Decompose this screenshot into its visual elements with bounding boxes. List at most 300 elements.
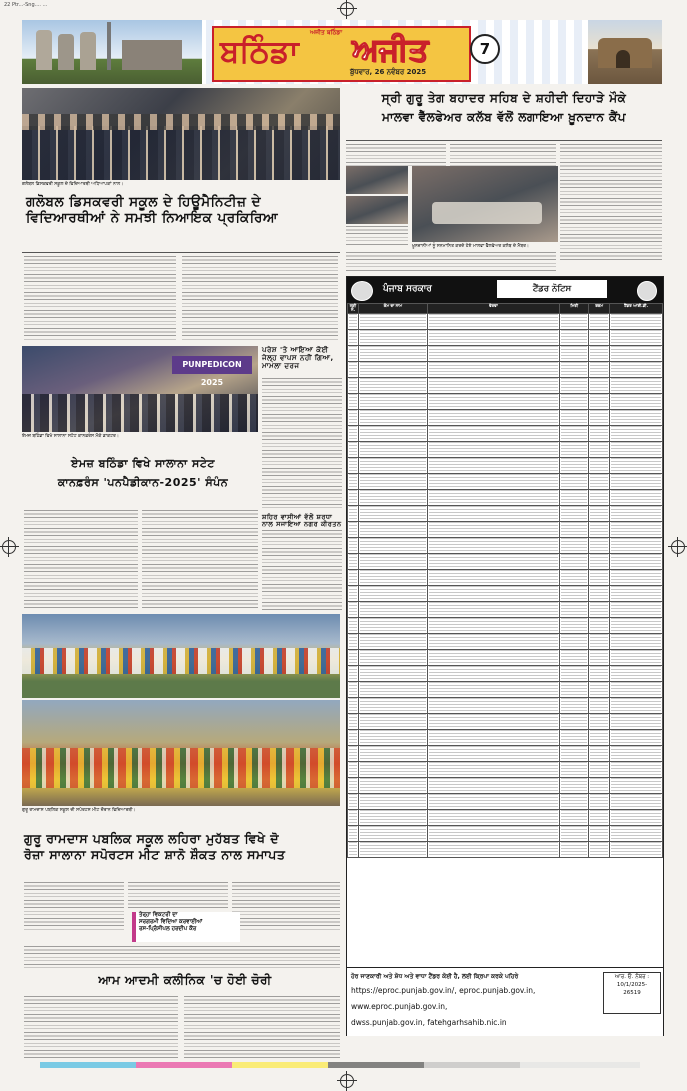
sports-meet-headline-line1: ਗੁਰੂ ਰਾਮਦਾਸ ਪਬਲਿਕ ਸਕੂਲ ਲਹਿਰਾ ਮੁਹੱਬਤ ਵਿਖੇ ਦੋ [24, 831, 280, 846]
tender-row [348, 569, 663, 585]
tender-row [348, 457, 663, 473]
tender-cell [348, 457, 359, 473]
tender-row [348, 617, 663, 633]
tender-cell [610, 825, 663, 841]
tender-col-header: ਟੈਂਡਰ ਆਈ.ਡੀ. [610, 304, 663, 314]
tender-cell [348, 377, 359, 393]
tender-cell [358, 409, 427, 425]
blood-camp-body-bottom [346, 252, 556, 272]
tender-cell [589, 409, 610, 425]
tender-cell [610, 585, 663, 601]
tender-cell [358, 457, 427, 473]
tender-cell [560, 713, 589, 729]
tender-cell [610, 361, 663, 377]
tender-row [348, 697, 663, 713]
tender-cell [348, 441, 359, 457]
thermal-plant-illustration [22, 20, 202, 84]
tender-cell [427, 793, 560, 809]
tender-cell [610, 537, 663, 553]
tender-row [348, 649, 663, 665]
tender-cell [427, 361, 560, 377]
registration-mark-bottom [340, 1074, 354, 1088]
tender-cell [589, 665, 610, 681]
tender-row [348, 313, 663, 329]
tender-header-left: ਪੰਜਾਬ ਸਰਕਾਰ [383, 284, 432, 294]
tender-cell [560, 777, 589, 793]
tender-cell [427, 441, 560, 457]
tender-cell [589, 553, 610, 569]
tender-cell [358, 569, 427, 585]
sports-meet-body-bottom [24, 946, 340, 968]
pedicon-body-col2 [142, 510, 258, 610]
tender-cell [358, 713, 427, 729]
sports-meet-body-col2 [128, 882, 228, 908]
tender-cell [427, 697, 560, 713]
tender-cell [589, 793, 610, 809]
tender-row [348, 425, 663, 441]
pedicon-headline-line1: ਏਮਜ਼ ਬਠਿੰਡਾ ਵਿਖੇ ਸਾਲਾਨਾ ਸਟੇਟ [71, 457, 215, 470]
side-story-2-body [262, 530, 342, 610]
pedicon-headline [28, 458, 258, 489]
clinic-body-col1 [24, 996, 178, 1058]
tender-cell [610, 329, 663, 345]
sports-meet-photo-students [22, 614, 340, 698]
tender-cell [348, 809, 359, 825]
tender-ro-value: 10/1/2025- [616, 982, 648, 988]
tender-row [348, 633, 663, 649]
tender-cell [348, 633, 359, 649]
tender-cell [348, 585, 359, 601]
tender-cell [589, 441, 610, 457]
global-school-headline [26, 195, 338, 226]
tender-cell [610, 841, 663, 857]
tender-row [348, 729, 663, 745]
tender-cell [358, 617, 427, 633]
tender-header [347, 277, 663, 303]
tender-cell [358, 809, 427, 825]
tender-cell [348, 329, 359, 345]
tender-cell [610, 569, 663, 585]
tender-cell [427, 681, 560, 697]
tender-cell [560, 473, 589, 489]
tender-cell [560, 409, 589, 425]
tender-cell [589, 393, 610, 409]
tender-cell [560, 633, 589, 649]
tender-row [348, 841, 663, 857]
tender-cell [560, 457, 589, 473]
tender-cell [348, 777, 359, 793]
tender-cell [610, 745, 663, 761]
tender-cell [589, 761, 610, 777]
tender-cell [610, 425, 663, 441]
blood-camp-photo-main [412, 166, 558, 242]
pedicon-photo [22, 346, 258, 432]
tender-cell [560, 841, 589, 857]
tender-cell [589, 809, 610, 825]
tender-cell [427, 777, 560, 793]
side-story-1-headline: ਪਰੇਸ਼ 'ਤੇ ਆਇਆ ਕੋਈ ਜੇਲ੍ਹ ਵਾਪਸ ਨਹੀਂ ਗਿਆ, ਮਾਮਲਾ ਦਰਜ [262, 346, 334, 371]
masthead-band [22, 20, 662, 84]
tender-cell [560, 601, 589, 617]
tender-cell [589, 361, 610, 377]
sports-meet-body-col3 [232, 882, 340, 930]
tender-cell [358, 841, 427, 857]
tender-cell [358, 345, 427, 361]
tender-cell [589, 697, 610, 713]
sports-meet-caption: ਗੁਰੂ ਰਾਮਦਾਸ ਪਬਲਿਕ ਸਕੂਲ ਦੀ ਸਪੋਰਟਸ ਮੀਟ ਦੌਰਾਨ ਵਿਦਿਆਰਥੀ। [22, 808, 136, 813]
tender-cell [348, 361, 359, 377]
tender-cell [358, 329, 427, 345]
tender-cell [610, 473, 663, 489]
tender-cell [560, 617, 589, 633]
dwss-emblem-icon [637, 281, 657, 301]
tender-cell [348, 745, 359, 761]
tender-row [348, 553, 663, 569]
tender-cell [610, 601, 663, 617]
tender-header-right: ਟੈਂਡਰ ਨੋਟਿਸ [497, 280, 607, 298]
tender-cell [348, 729, 359, 745]
tender-cell [610, 313, 663, 329]
tender-row [348, 713, 663, 729]
tender-cell [589, 473, 610, 489]
tender-table-body [348, 313, 663, 857]
tender-row [348, 489, 663, 505]
tender-cell [358, 745, 427, 761]
tender-cell [348, 713, 359, 729]
tender-row [348, 441, 663, 457]
tender-cell [358, 777, 427, 793]
tender-cell [358, 361, 427, 377]
tender-cell [348, 553, 359, 569]
sports-meet-headline-line2: ਰੋਜ਼ਾ ਸਾਲਾਨਾ ਸਪੋਰਟਸ ਮੀਟ ਸ਼ਾਨੋ ਸ਼ੌਕਤ ਨਾਲ ਸਮਾਪਤ [24, 847, 286, 863]
tender-cell [427, 489, 560, 505]
tender-col-header: ਕੰਮ ਦਾ ਨਾਮ [358, 304, 427, 314]
tender-row [348, 681, 663, 697]
tender-row [348, 665, 663, 681]
tender-cell [427, 633, 560, 649]
tender-cell [358, 553, 427, 569]
tender-row [348, 361, 663, 377]
tender-cell [427, 729, 560, 745]
tender-cell [358, 505, 427, 521]
registration-mark-top [340, 2, 354, 16]
tender-cell [589, 329, 610, 345]
tender-cell [610, 809, 663, 825]
tender-cell [560, 825, 589, 841]
tender-cell [560, 537, 589, 553]
tender-cell [348, 761, 359, 777]
tender-notice [346, 276, 664, 1036]
tender-cell [610, 777, 663, 793]
tender-cell [560, 761, 589, 777]
tender-cell [589, 841, 610, 857]
tender-cell [348, 393, 359, 409]
print-slug: 22 Ptr...-Sng.... ... [4, 2, 48, 8]
tender-cell [348, 313, 359, 329]
pedicon-body-col1 [24, 510, 138, 610]
blood-camp-body-top2 [450, 144, 556, 166]
tender-cell [427, 409, 560, 425]
tender-cell [589, 601, 610, 617]
tender-cell [358, 313, 427, 329]
tender-row [348, 777, 663, 793]
tender-cell [560, 553, 589, 569]
tender-row [348, 473, 663, 489]
tender-row [348, 329, 663, 345]
tender-cell [427, 345, 560, 361]
tender-cell [427, 809, 560, 825]
blood-camp-body-right [560, 144, 662, 262]
tender-cell [610, 553, 663, 569]
punjab-emblem-icon [351, 281, 373, 301]
tender-cell [427, 569, 560, 585]
tender-cell [348, 409, 359, 425]
global-school-body-col2 [182, 256, 338, 342]
tender-ro-label: ਆਰ. ਓ. ਨੰਬਰ : [614, 974, 650, 980]
tender-cell [427, 649, 560, 665]
tender-cell [427, 745, 560, 761]
sports-meet-pull-quote [132, 912, 240, 942]
tender-cell [589, 681, 610, 697]
tender-cell [348, 345, 359, 361]
tender-cell [589, 425, 610, 441]
tender-cell [358, 585, 427, 601]
tender-row [348, 761, 663, 777]
blood-camp-photo-small-2 [346, 196, 408, 224]
tender-cell [358, 681, 427, 697]
tender-cell [589, 729, 610, 745]
tender-cell [358, 377, 427, 393]
tender-cell [348, 617, 359, 633]
tender-cell [560, 697, 589, 713]
side-story-2-headline: ਸ਼ਹਿਰ ਵਾਸੀਆਂ ਵੱਲੋਂ ਸ਼ਰਧਾ ਨਾਲ ਸਜਾਇਆ ਨਗਰ ਕੀਰਤਨ [262, 513, 342, 529]
tender-cell [560, 425, 589, 441]
tender-ro-value2: 26519 [623, 990, 641, 996]
tender-cell [560, 793, 589, 809]
tender-cell [348, 505, 359, 521]
tender-cell [560, 489, 589, 505]
tender-cell [610, 457, 663, 473]
pull-quote-line1: ਤੇਰ੍ਹਾ ਵਿਕਟਰੀ ਦਾ [139, 912, 178, 918]
tender-cell [358, 665, 427, 681]
tender-cell [560, 441, 589, 457]
tender-cell [427, 585, 560, 601]
tender-cell [427, 457, 560, 473]
tender-cell [427, 553, 560, 569]
tender-row [348, 345, 663, 361]
tender-col-header: ਮਿਤੀ [560, 304, 589, 314]
tender-cell [427, 521, 560, 537]
pedicon-caption: ਏਮਜ਼ ਬਠਿੰਡਾ ਵਿਖੇ ਸਾਲਾਨਾ ਸਟੇਟ ਕਾਨਫ਼ਰੰਸ ਮੌਕੇ ਡਾਕਟਰ। [22, 434, 119, 439]
masthead-title-left: ਬਠਿੰਡਾ [220, 34, 299, 70]
tender-cell [348, 521, 359, 537]
fort-illustration [588, 20, 662, 84]
masthead-kicker: ਅਜੀਤ ਬਠਿੰਡਾ [310, 29, 343, 36]
tender-cell [358, 793, 427, 809]
masthead-title-right: ਅਜੀਤ [352, 32, 429, 68]
masthead-date: ਬੁੱਧਵਾਰ, 26 ਨਵੰਬਰ 2025 [350, 68, 427, 76]
tender-col-header: ਰਕਮ [589, 304, 610, 314]
blood-camp-headline-line2: ਮਾਲਵਾ ਵੈੱਲਫੇਅਰ ਕਲੱਬ ਵੱਲੋਂ ਲਗਾਇਆ ਖ਼ੂਨਦਾਨ ਕੈਂਪ [382, 109, 626, 124]
tender-cell [610, 713, 663, 729]
pedicon-headline-line2: ਕਾਨਫ਼ਰੰਸ 'ਪਨਪੈਡੀਕਾਨ-2025' ਸੰਪੰਨ [57, 475, 229, 489]
sports-meet-body-col1 [24, 882, 124, 930]
tender-cell [560, 361, 589, 377]
tender-cell [427, 825, 560, 841]
tender-row [348, 745, 663, 761]
tender-cell [348, 489, 359, 505]
tender-footer-line2: https://eproc.punjab.gov.in/, eproc.punjab.gov.in, [351, 986, 536, 995]
tender-row [348, 505, 663, 521]
tender-cell [610, 729, 663, 745]
side-story-1-body [262, 378, 342, 508]
tender-cell [348, 793, 359, 809]
tender-cell [427, 393, 560, 409]
tender-cell [610, 441, 663, 457]
tender-table-header [348, 304, 663, 314]
tender-cell [610, 393, 663, 409]
tender-cell [358, 825, 427, 841]
tender-cell [560, 345, 589, 361]
tender-cell [358, 441, 427, 457]
tender-cell [589, 457, 610, 473]
tender-col-header: ਵੇਰਵਾ [427, 304, 560, 314]
sports-meet-headline [24, 832, 340, 863]
tender-cell [560, 569, 589, 585]
tender-cell [560, 377, 589, 393]
global-school-headline-line2: ਵਿਦਿਆਰਥੀਆਂ ਨੇ ਸਮਝੀ ਨਿਆਇਕ ਪ੍ਰਕਿਰਿਆ [26, 209, 279, 226]
tender-cell [610, 505, 663, 521]
tender-cell [589, 345, 610, 361]
tender-cell [560, 729, 589, 745]
tender-cell [348, 681, 359, 697]
tender-cell [560, 393, 589, 409]
tender-row [348, 585, 663, 601]
tender-cell [589, 537, 610, 553]
tender-cell [358, 473, 427, 489]
tender-cell [560, 329, 589, 345]
tender-cell [358, 489, 427, 505]
tender-cell [610, 665, 663, 681]
tender-cell [589, 569, 610, 585]
tender-footer-line1: ਹੋਰ ਜਾਣਕਾਰੀ ਅਤੇ ਸ਼ੋਧ ਅਤੇ ਵਾਧਾ ਟੈਂਡਰ ਕੋਈ ਹੈ, ਲਈ ਕ੍ਰਿਪਾ ਕਰਕੇ ਪਹਿਰੇ [351, 973, 519, 980]
tender-cell [427, 665, 560, 681]
tender-cell [358, 393, 427, 409]
global-school-body-col1 [24, 256, 176, 342]
tender-row [348, 521, 663, 537]
tender-cell [358, 521, 427, 537]
tender-cell [348, 665, 359, 681]
pull-quote-line3: ਰਸ-ਪ੍ਰਿੰਸੀਪਲ ਹਰਦੀਪ ਕੌਰ [139, 926, 197, 932]
tender-row [348, 793, 663, 809]
pull-quote-line2: ਸਰਗਰਮੀ ਵਿਦਿਆ ਕਰਵਾਈਆਂ [139, 919, 203, 925]
tender-cell [560, 649, 589, 665]
tender-cell [358, 697, 427, 713]
tender-cell [589, 585, 610, 601]
tender-cell [348, 697, 359, 713]
tender-cell [589, 313, 610, 329]
tender-row [348, 601, 663, 617]
tender-cell [348, 825, 359, 841]
tender-cell [560, 809, 589, 825]
tender-cell [427, 505, 560, 521]
tender-cell [427, 425, 560, 441]
tender-cell [358, 761, 427, 777]
sports-meet-photo-dance [22, 700, 340, 806]
tender-cell [358, 425, 427, 441]
tender-ro-box [603, 972, 661, 1014]
tender-cell [589, 633, 610, 649]
tender-cell [427, 713, 560, 729]
blood-camp-headline-line1: ਸ੍ਰੀ ਗੁਰੂ ਤੇਗ ਬਹਾਦਰ ਸਹਿਬ ਦੇ ਸ਼ਹੀਦੀ ਦਿਹਾੜੇ ਮੌਕੇ [381, 91, 627, 105]
tender-cell [610, 345, 663, 361]
tender-cell [610, 697, 663, 713]
tender-row [348, 537, 663, 553]
tender-cell [560, 313, 589, 329]
blood-camp-caption: ਖ਼ੂਨਦਾਨੀਆਂ ਨੂੰ ਸਨਮਾਨਿਤ ਕਰਦੇ ਹੋਏ ਮਾਲਵਾ ਵੈੱਲਫੇਅਰ ਕਲੱਬ ਦੇ ਮੈਂਬਰ। [412, 244, 529, 249]
tender-cell [427, 841, 560, 857]
tender-cell [560, 505, 589, 521]
tender-cell [427, 601, 560, 617]
tender-cell [610, 681, 663, 697]
tender-footer [347, 967, 663, 1036]
tender-cell [427, 617, 560, 633]
tender-cell [560, 585, 589, 601]
pedicon-banner: PUNPEDICON 2025 [172, 356, 252, 374]
tender-row [348, 409, 663, 425]
tender-cell [348, 569, 359, 585]
tender-footer-line3: www.eproc.punjab.gov.in, [351, 1002, 448, 1011]
tender-cell [560, 665, 589, 681]
tender-cell [610, 761, 663, 777]
tender-cell [348, 537, 359, 553]
clinic-headline: ਆਮ ਆਦਮੀ ਕਲੀਨਿਕ 'ਚ ਹੋਈ ਚੋਰੀ [98, 973, 272, 987]
blood-camp-body-top1 [346, 144, 446, 166]
tender-cell [589, 377, 610, 393]
tender-cell [358, 537, 427, 553]
tender-col-header: ਲੜੀ ਨੰ. [348, 304, 359, 314]
tender-cell [589, 745, 610, 761]
tender-row [348, 393, 663, 409]
tender-cell [348, 601, 359, 617]
tender-cell [589, 777, 610, 793]
registration-mark-right [671, 540, 685, 554]
tender-cell [610, 649, 663, 665]
tender-cell [610, 489, 663, 505]
tender-cell [358, 649, 427, 665]
tender-cell [348, 425, 359, 441]
tender-cell [348, 649, 359, 665]
tender-cell [427, 761, 560, 777]
tender-cell [427, 313, 560, 329]
tender-cell [589, 489, 610, 505]
tender-cell [610, 521, 663, 537]
tender-cell [348, 473, 359, 489]
registration-mark-left [2, 540, 16, 554]
tender-table [347, 303, 663, 858]
clinic-body-col2 [184, 996, 340, 1058]
tender-cell [358, 601, 427, 617]
group-photo-caption: ਗਲੋਬਲ ਡਿਸਕਵਰੀ ਸਕੂਲ ਦੇ ਵਿਦਿਆਰਥੀ ਅਧਿਆਪਕਾਂ ਨਾਲ। [22, 182, 124, 187]
tender-cell [427, 329, 560, 345]
tender-cell [610, 377, 663, 393]
tender-row [348, 825, 663, 841]
masthead-logo [212, 26, 471, 82]
tender-cell [589, 649, 610, 665]
tender-cell [358, 633, 427, 649]
tender-cell [427, 537, 560, 553]
tender-cell [610, 793, 663, 809]
